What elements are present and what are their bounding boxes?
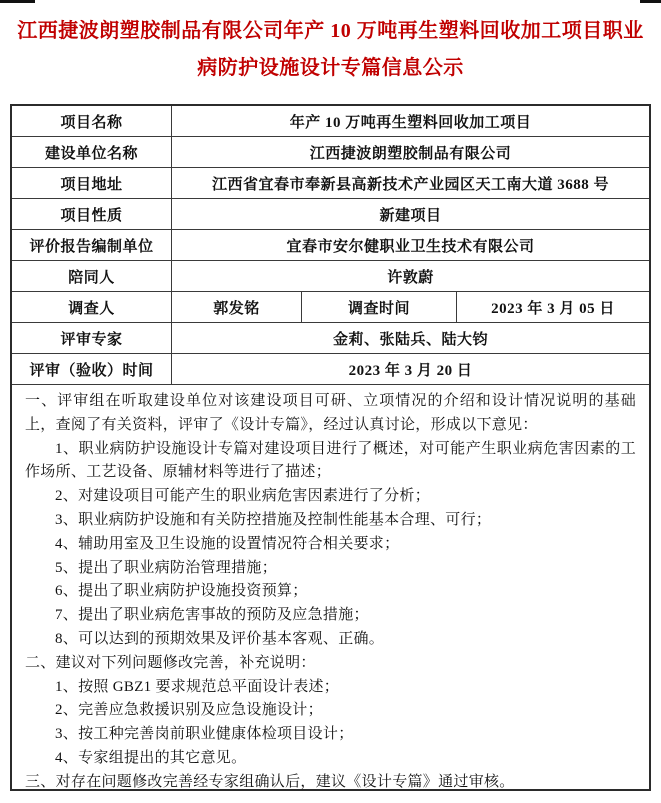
opinion-paragraph: 7、提出了职业病危害事故的预防及应急措施； [55, 607, 369, 624]
project-nature-label: 项目性质 [12, 199, 172, 229]
row-construction-unit [12, 137, 649, 168]
project-name-label: 项目名称 [12, 106, 172, 136]
opinion-paragraph: 3、按工种完善岗前职业健康体检项目设计； [55, 726, 354, 743]
review-time-value: 2023 年 3 月 20 日 [348, 362, 473, 379]
scan-artifact-left [0, 0, 35, 3]
opinion-paragraph: 6、提出了职业病防护设施投资预算； [55, 583, 308, 600]
opinion-paragraph: 一、评审组在听取建设单位对该建设项目可研、立项情况的介绍和设计情况说明的基础上，查阅了有关资料，评审了《设计专篇》，经过认真讨论，形成以下意见： [25, 393, 636, 433]
investigator-label: 调查人 [12, 292, 172, 322]
opinion-paragraph: 2、完善应急救援识别及应急设施设计； [55, 702, 323, 719]
opinion-text [12, 385, 649, 795]
info-table [10, 104, 651, 791]
accompanying-person-label: 陪同人 [12, 261, 172, 291]
accompanying-person-value: 许敦蔚 [387, 269, 434, 286]
row-review-time [12, 354, 649, 385]
page-title: 江西捷波朗塑胶制品有限公司年产 10 万吨再生塑料回收加工项目职业病防护设施设计专篇信息公示 [17, 20, 644, 79]
construction-unit-value: 江西捷波朗塑胶制品有限公司 [309, 145, 512, 162]
row-report-unit [12, 230, 649, 261]
review-time-label: 评审（验收）时间 [12, 354, 172, 384]
row-review-experts [12, 323, 649, 354]
opinion-paragraph: 4、专家组提出的其它意见。 [55, 749, 247, 766]
report-unit-label: 评价报告编制单位 [12, 230, 172, 260]
row-accompanying-person [12, 261, 649, 292]
row-opinion-text [12, 385, 649, 795]
project-address-value: 江西省宜春市奉新县高新技术产业园区天工南大道 3688 号 [211, 176, 609, 193]
review-experts-value: 金莉、张陆兵、陆大钧 [332, 331, 488, 348]
opinion-paragraph: 4、辅助用室及卫生设施的设置情况符合相关要求； [55, 535, 400, 552]
opinion-paragraph: 2、对建设项目可能产生的职业病危害因素进行了分析； [55, 488, 431, 505]
project-nature-value: 新建项目 [379, 207, 442, 224]
construction-unit-label: 建设单位名称 [12, 137, 172, 167]
opinion-paragraph: 1、按照 GBZ1 要求规范总平面设计表述； [55, 678, 340, 695]
row-project-nature [12, 199, 649, 230]
opinion-paragraph: 5、提出了职业病防治管理措施； [55, 559, 278, 576]
opinion-paragraph: 二、建议对下列问题修改完善，补充说明： [25, 654, 316, 671]
project-address-label: 项目地址 [12, 168, 172, 198]
opinion-paragraph: 8、可以达到的预期效果及评价基本客观、正确。 [55, 630, 385, 647]
opinion-paragraph: 三、对存在问题修改完善经专家组确认后，建议《设计专篇》通过审核。 [25, 773, 515, 790]
opinion-paragraph: 1、职业病防护设施设计专篇对建设项目进行了概述，对可能产生职业病危害因素的工作场所、工艺设备、原辅材料等进行了描述； [25, 440, 636, 481]
row-investigator [12, 292, 649, 323]
investigation-time-value: 2023 年 3 月 05 日 [491, 300, 615, 317]
opinion-paragraph: 3、职业病防护设施和有关防控措施及控制性能基本合理、可行； [55, 511, 492, 528]
scan-artifact-right [640, 0, 661, 3]
investigator-value: 郭发铭 [172, 292, 302, 322]
project-name-value: 年产 10 万吨再生塑料回收加工项目 [289, 114, 532, 131]
review-experts-label: 评审专家 [12, 323, 172, 353]
report-unit-value: 宜春市安尔健职业卫生技术有限公司 [286, 238, 535, 255]
investigation-time-label: 调查时间 [302, 292, 457, 322]
row-project-name [12, 106, 649, 137]
row-project-address [12, 168, 649, 199]
